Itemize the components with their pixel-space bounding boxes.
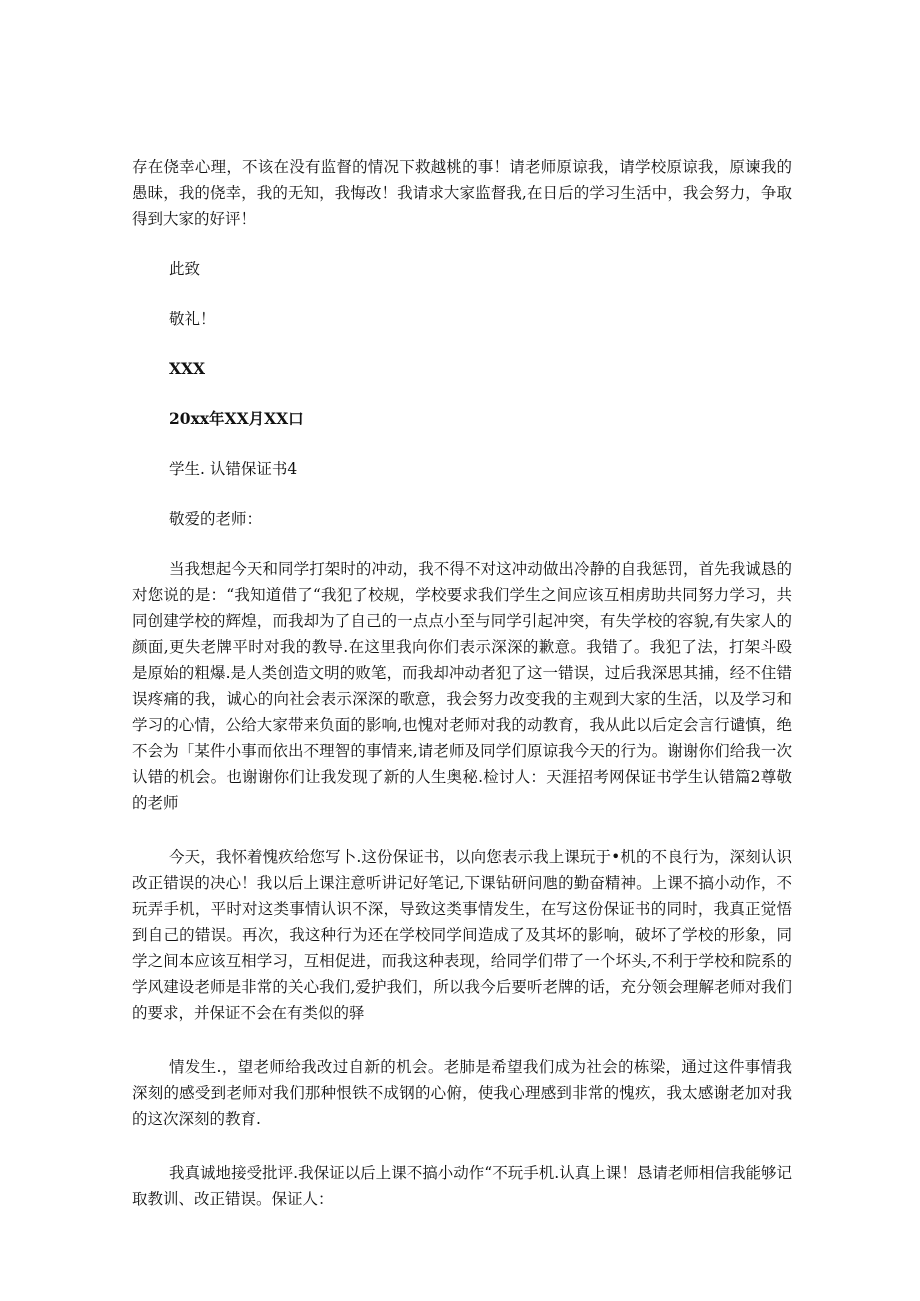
signature: XXX [169,359,206,378]
salutation: 敬爱的老师： [169,510,263,528]
date-line: 20xx年XX月XX口 [169,409,304,428]
body-paragraph-3: 情发生.，望老师给我改过自新的机会。老肺是希望我们成为社会的栋梁，通过这件事情我深刻的感受到老师对我们那种恨铁不成钢的心俯，使我心理感到非常的愧疚，我太感谢老加对我的这次深刻的教育. [132,1058,792,1128]
section-heading: 学生. 认错保证书4 [169,460,298,478]
body-paragraph-2: 今天，我怀着愧疚给您写卜.这份保证书，以向您表示我上课玩于•机的不良行为，深刻认识改正错误的决心！我以后上课注意听讲记好笔记,下课钻研问虺的勤奋精神。上课不搞小动作，不玩弄手机，平时对这类事情认识不深，导致这类事情发生，在写这份保证书的同时，我真正觉悟到自己的错误。再次，我这种行为还在学校同学间造成了及其坏的影响，破坏了学校的形象，同学之间本应该互相学习，互相促进，而我这种表现，给同学们带了一个坏头,不利于学校和院系的学风建设老师是非常的关心我们,爱护我们，所以我今后要听老牌的话，充分领会理解老师对我们的要求，并保证不会在有类似的驿 [132,848,792,1022]
closing-salutation: 此致 [169,260,201,278]
body-paragraph-4: 我真诚地接受批评.我保证以后上课不搞小动作“不玩手机.认真上课！恳请老师相信我能够记取教训、改正错误。保证人： [132,1164,792,1208]
intro-paragraph: 存在侥幸心理，不该在没有监督的情况下救越桃的事！请老师原谅我，请学校原谅我，原谏我的愚昧，我的侥幸，我的无知，我悔改！我请求大家监督我,在日后的学习生活中，我会努力，争取得到大家的好评！ [132,158,792,228]
closing-regards: 敬礼！ [169,310,216,328]
body-paragraph-1: 当我想起今天和同学打架时的冲动，我不得不对这冲动做出冷静的自我惩罚，首先我诚恳的对您说的是：“我知道借了“我犯了校规，学校要求我们学生之间应该互相虏助共同努力学习，共同创建学校的辉煌，而我却为了自己的一点点小至与同学引起冲突，有失学校的容貌,有失家人的颜面,更失老牌平时对我的教导.在这里我向你们表示深深的歉意。我错了。我犯了法，打架斗殴是原始的粗爆.是人类创造文明的败笔，而我却冲动者犯了这一错误，过后我深思其捕，经不住错误疼痛的我，诚心的向社会表示深深的歌意，我会努力改变我的主观到大家的生活，以及学习和学习的心情，公给大家带来负面的影响,也愧对老师对我的动教育，我从此以后定会言行谴慎，绝不会为「某件小事而依出不理智的事情来,请老师及同学们原谅我今天的行为。谢谢你们给我一次认错的机会。也谢谢你们让我发现了新的人生奥秘.检讨人：天涯招考网保证书学生认错篇2尊敬的老师 [132,560,792,812]
document-page [132,154,792,1212]
